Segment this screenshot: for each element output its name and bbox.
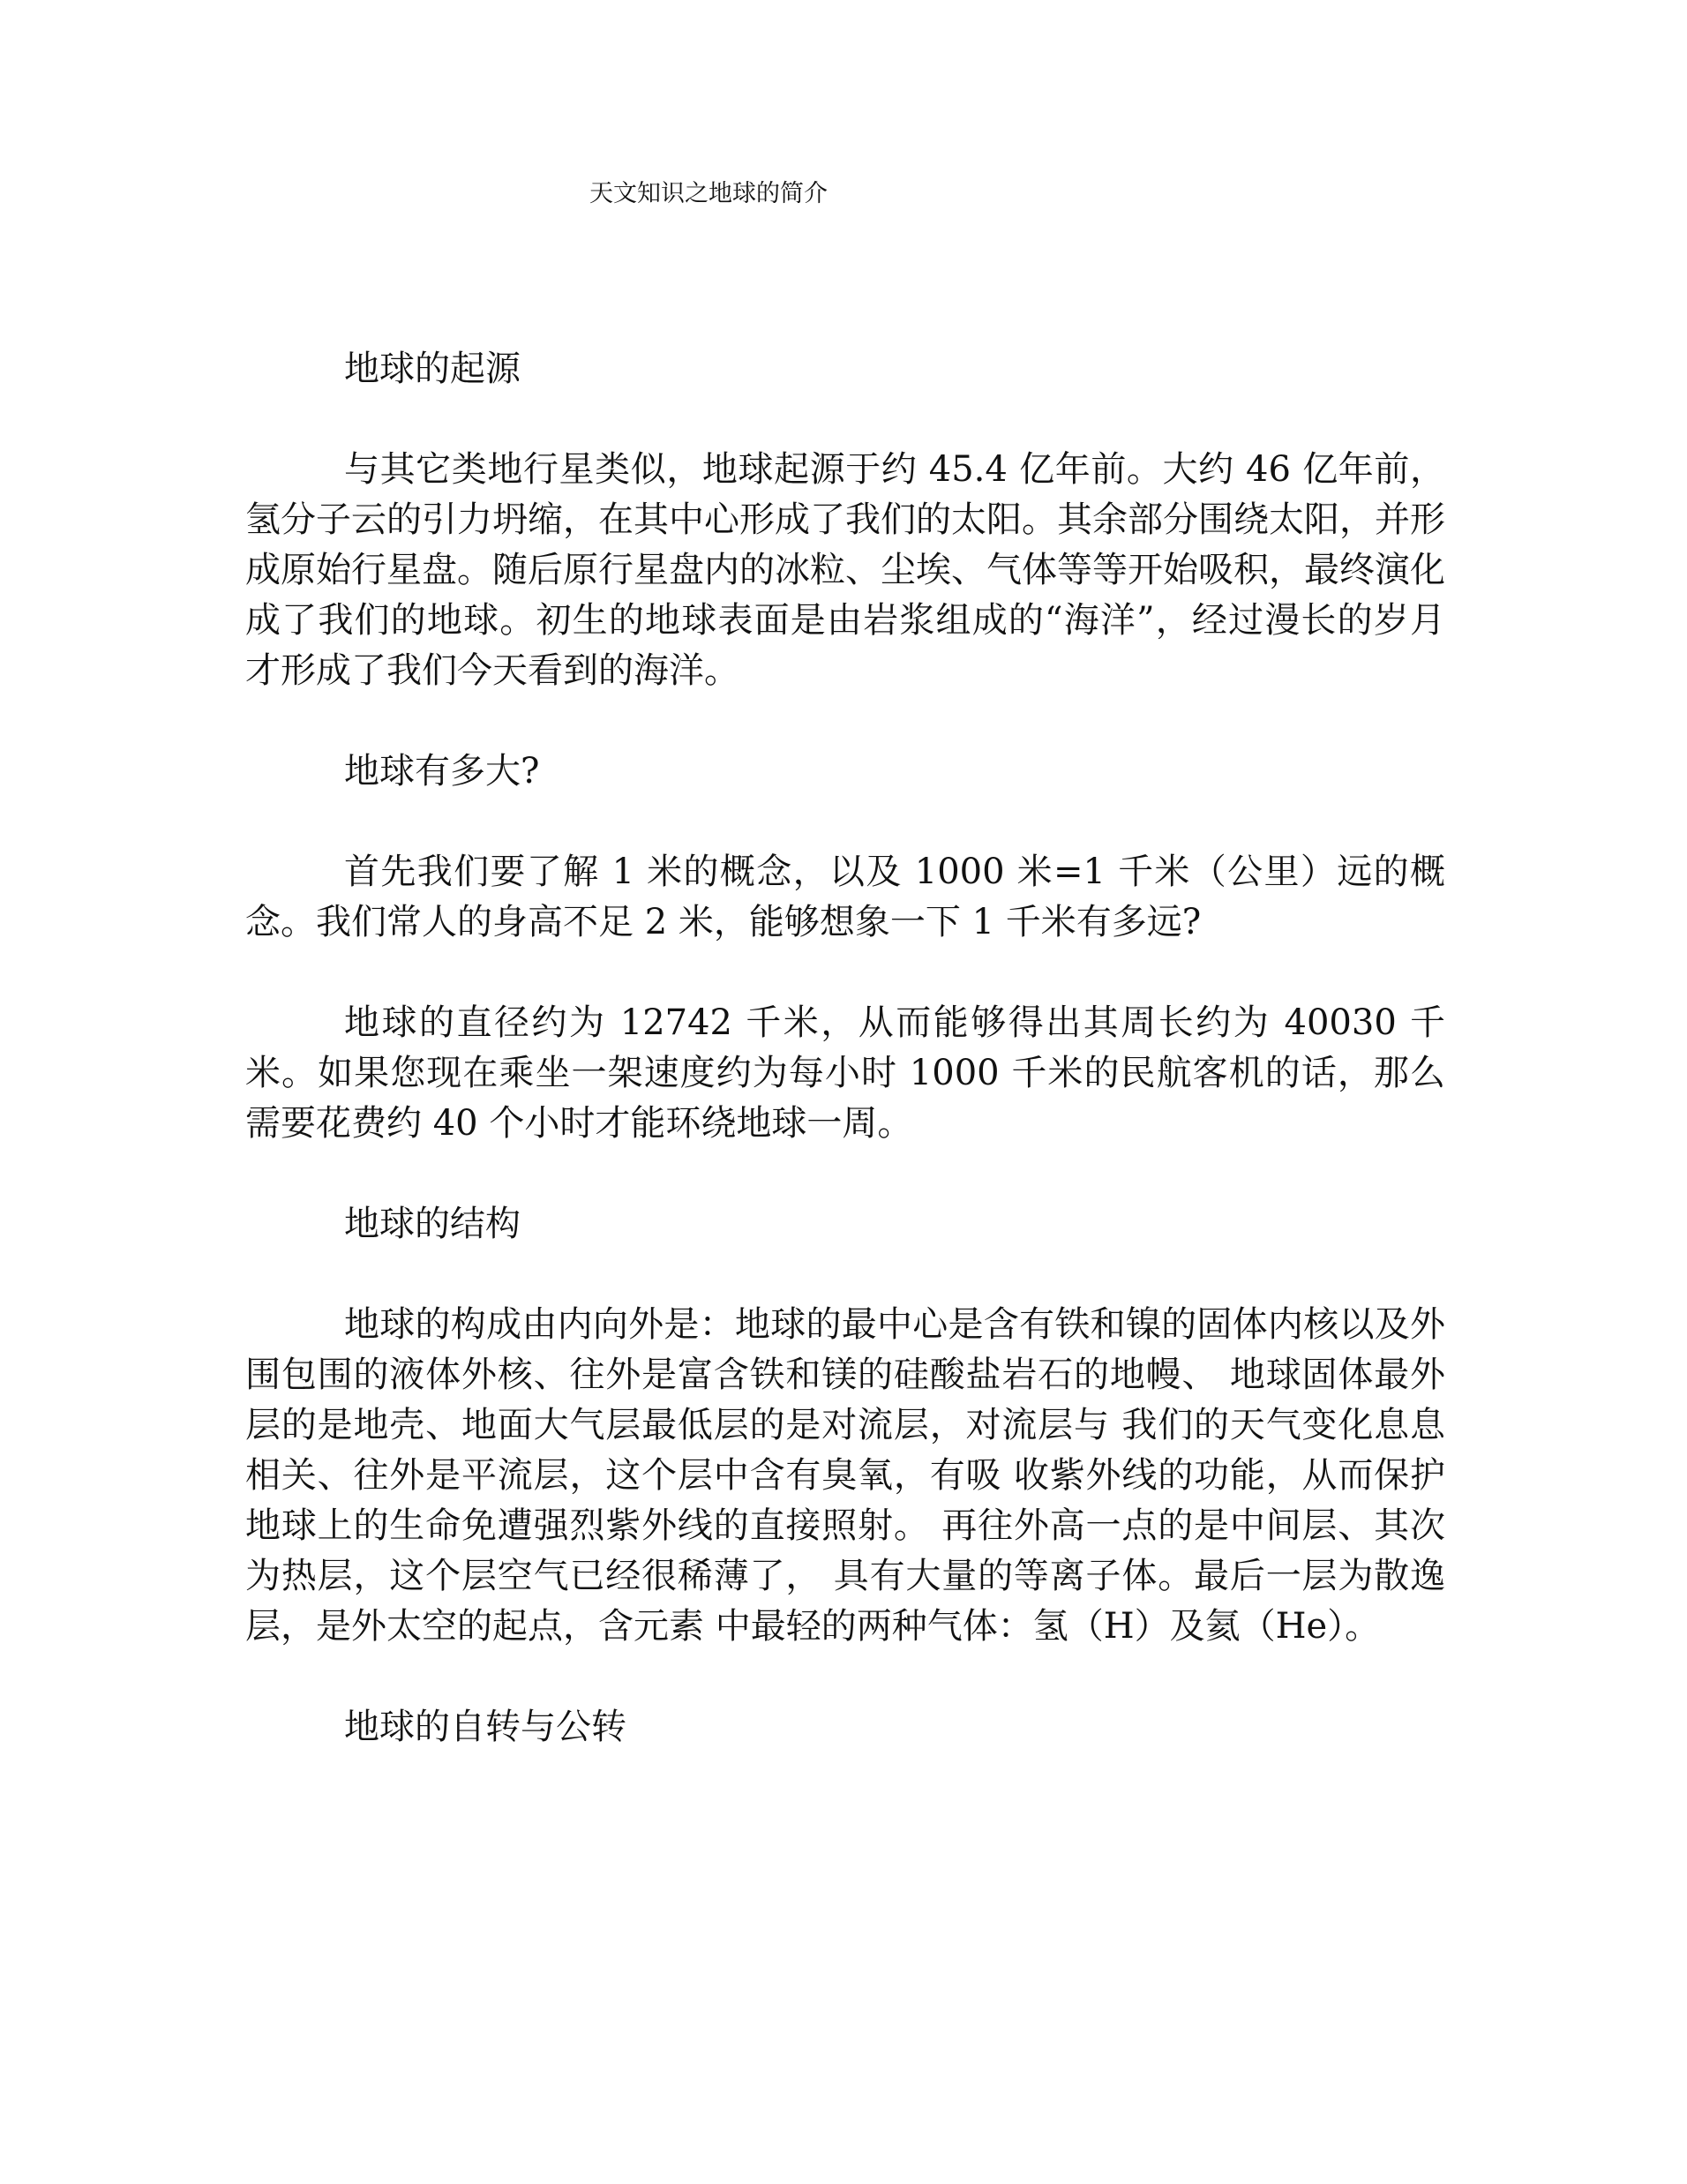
section-heading-origin: 地球的起源 (344, 349, 521, 389)
paragraph-origin: 与其它类地行星类似，地球起源于约 45.4 亿年前。大约 46 亿年前，氢分子云的引力坍缩，在其中心形成了我们的太阳。其余部分围绕太阳，并形成原始行星盘。随后原行星盘内的冰粒、尘埃、气体等等开始吸积，最终演化成了我们的地球。初生的地球表面是由岩浆组成的“海洋”，经过漫长的岁月才形成了我们今天看到的海洋。 (245, 449, 1445, 691)
section-heading-size: 地球有多大? (344, 751, 540, 792)
paragraph-structure: 地球的构成由内向外是：地球的最中心是含有铁和镍的固体内核以及外围包围的液体外核、往外是富含铁和镁的硅酸盐岩石的地幔、 地球固体最外层的是地壳、地面大气层最低层的是对流层，对流层与 我们的天气变化息息相关、往外是平流层，这个层中含有臭氧，有吸 收紫外线的功能，从而保护地球上的生命免遭强烈紫外线的直接照射。 再往外高一点的是中间层、其次为热层，这个层空气已经很稀薄了， 具有大量的等离子体。最后一层为散逸层，是外太空的起点，含元素 中最轻的两种气体：氢（H）及氦（He）。 (245, 1304, 1445, 1647)
document-body (245, 344, 1445, 1803)
paragraph-meter-concept: 首先我们要了解 1 米的概念，以及 1000 米=1 千米（公里）远的概念。我们常人的身高不足 2 米，能够想象一下 1 千米有多远? (245, 852, 1445, 942)
paragraph-earth-diameter: 地球的直径约为 12742 千米，从而能够得出其周长约为 40030 千米。如果您现在乘坐一架速度约为每小时 1000 千米的民航客机的话，那么需要花费约 40 个小时才能环绕地球一周。 (245, 1002, 1445, 1144)
document-title: 天文知识之地球的简介 (589, 180, 828, 207)
section-heading-rotation: 地球的自转与公转 (344, 1707, 626, 1747)
section-heading-structure: 地球的结构 (344, 1204, 521, 1244)
